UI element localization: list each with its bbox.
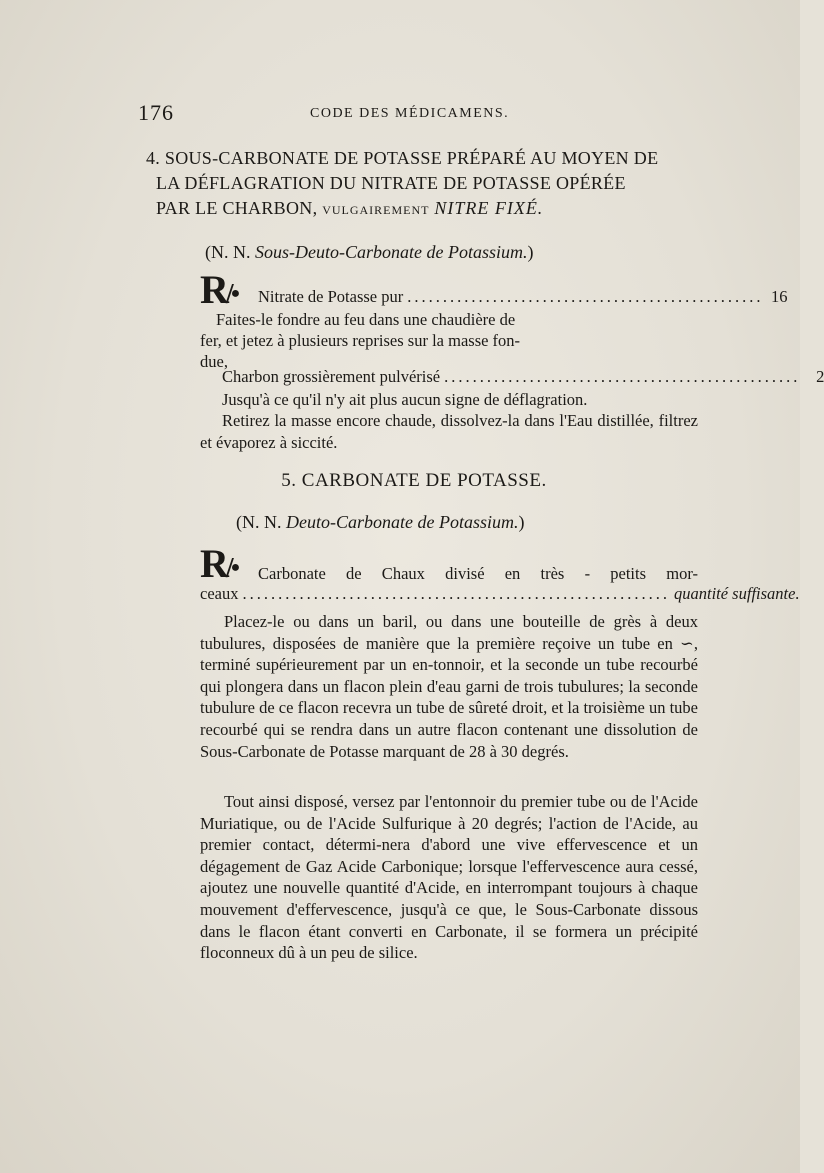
- ingredient-quantity: quantité suffisante.: [673, 584, 800, 603]
- leader-dots: ............................................................: [242, 584, 670, 603]
- recipe-symbol-section-4: R/●: [200, 267, 241, 312]
- section-5-paragraph-2: [200, 791, 698, 964]
- ingredient-quantity: 16: [771, 287, 788, 306]
- recipe-symbol-letter: R: [200, 541, 226, 586]
- section-4-title-nitre-fixe: NITRE FIXÉ.: [434, 198, 544, 218]
- recipe-symbol-section-5: R/●: [200, 541, 241, 586]
- recipe-symbol-letter: R: [200, 267, 226, 312]
- section-5-paragraph-1-text: Placez-le ou dans un baril, ou dans une bouteille de grès à deux tubulures, disposées de manière que la première reçoive un tube en ∽, terminé supérieurement par un en-tonnoir, et la seconde un tube recourbé qui plongera dans un flacon plein d'eau garni de trois tubulures; la seconde tubulure de ce flacon recevra un tube de sûreté droit, et la troisième un tube recourbé qui se rendra dans un autre flacon contenant une dissolution de Sous-Carbonate de Potasse marquant de 28 à 30 degrés.: [200, 612, 699, 761]
- section-5-paragraph-1: [200, 611, 698, 762]
- ingredient-name: Charbon grossièrement pulvérisé: [222, 367, 441, 386]
- ingredient-quantity: 2: [816, 367, 824, 386]
- ingredient-row-charbon: [222, 367, 824, 387]
- ingredient-name: ceaux: [200, 584, 239, 603]
- section-4-nn-prefix: (N. N.: [205, 242, 251, 262]
- section-4-nn-suffix: ): [527, 242, 534, 262]
- leader-dots: ..................................................: [444, 367, 801, 386]
- section-4-nn-name: Sous-Deuto-Carbonate de Potassium.: [255, 242, 528, 262]
- instruction-3-text: Retirez la masse encore chaude, dissolvez-la dans l'Eau distillée, filtrez et évaporez à siccité.: [200, 411, 698, 452]
- section-4-title-line-3-a: PAR LE CHARBON,: [156, 198, 318, 218]
- instruction-1-line-3: due,: [200, 352, 228, 371]
- section-5-ingredient-row: [200, 584, 800, 604]
- instruction-1-line-1: Faites-le fondre au feu dans une chaudière de: [216, 310, 516, 329]
- running-head: [138, 100, 658, 126]
- instruction-1-line-2: fer, et jetez à plusieurs reprises sur la masse fon-: [200, 331, 521, 350]
- running-title: CODE DES MÉDICAMENS.: [310, 106, 510, 121]
- leader-dots: ..................................................: [407, 287, 764, 306]
- ingredient-row-nitrate: [258, 287, 788, 307]
- section-5-nn-prefix: (N. N.: [236, 512, 282, 532]
- section-5-nn-suffix: ): [518, 512, 525, 532]
- section-4-title-line-3: [146, 196, 706, 223]
- ingredient-name: Nitrate de Potasse pur: [258, 287, 404, 306]
- section-5-heading-text: 5. CARBONATE DE POTASSE.: [281, 470, 547, 491]
- section-5-heading: [0, 470, 800, 492]
- section-4-title-vulgairement: VULGAIREMENT: [322, 203, 430, 217]
- section-5-nn-name: Deuto-Carbonate de Potassium.: [286, 512, 519, 532]
- section-4-title: [146, 146, 706, 223]
- section-4-title-line-2: LA DÉFLAGRATION DU NITRATE DE POTASSE OPÉRÉE: [156, 173, 626, 193]
- section-4-nomenclature: [205, 242, 533, 263]
- section-5-nomenclature: [236, 512, 524, 533]
- section-4-title-line-1: 4. SOUS-CARBONATE DE POTASSE PRÉPARÉ AU MOYEN DE: [146, 148, 659, 168]
- instruction-2: Jusqu'à ce qu'il n'y ait plus aucun signe de déflagration.: [222, 390, 588, 409]
- section-5-paragraph-2-text: Tout ainsi disposé, versez par l'entonnoir du premier tube ou de l'Acide Muriatique, ou de l'Acide Sulfurique à 20 degrés; l'action de l'Acide, au premier contact, détermi-nera d'abord une vive effervescence et un dégagement de Gaz Acide Carbonique; lorsque l'effervescence aura cessé, ajoutez une nouvelle quantité d'Acide, en interrompant toujours à chaque mouvement d'effervescence, jusqu'à ce que, le Sous-Carbonate dissous dans le flacon étant converti en Carbonate, il se formera un précipité floconneux dû à un peu de silice.: [200, 792, 698, 963]
- page-number: 176: [138, 100, 174, 125]
- instruction-3: [200, 410, 698, 453]
- section-5-ingredient-line-1: Carbonate de Chaux divisé en très - petits mor-: [258, 564, 698, 583]
